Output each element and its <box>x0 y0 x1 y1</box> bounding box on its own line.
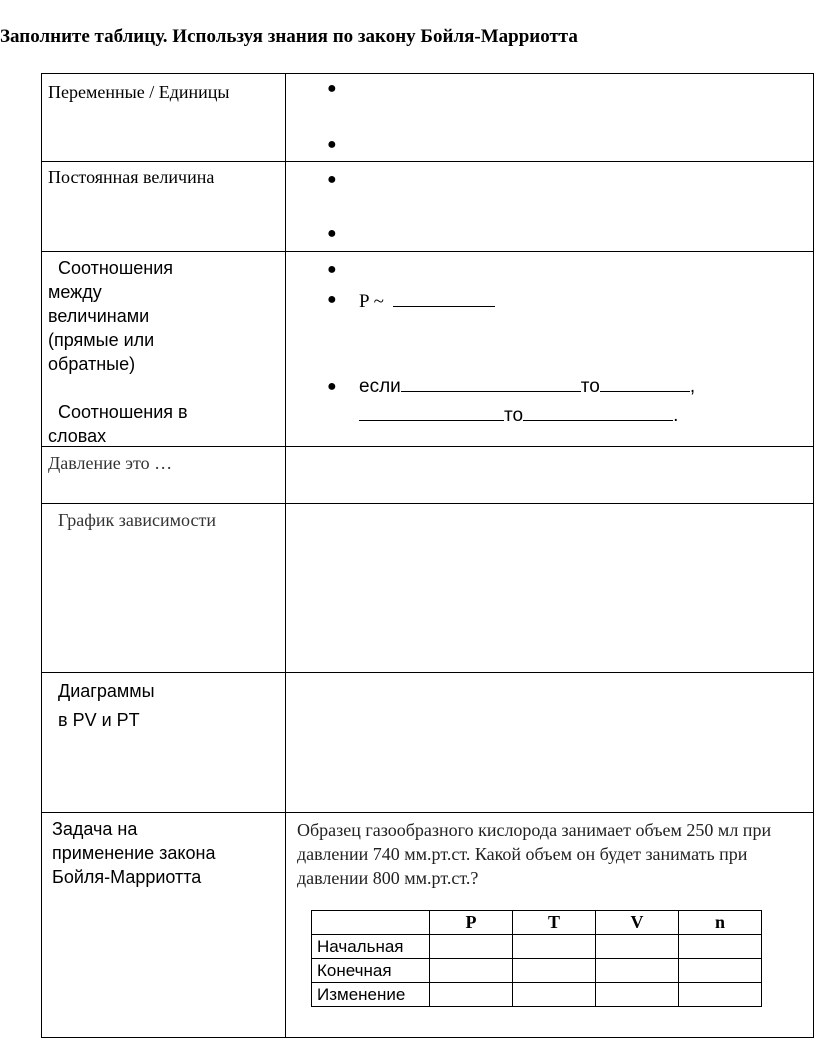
task-table <box>311 910 762 1007</box>
p-proportional-text: P ~ <box>359 291 384 312</box>
comma: , <box>689 376 696 397</box>
main-table <box>41 73 814 1038</box>
task-table-cell[interactable] <box>596 959 679 983</box>
task-table-header: P <box>430 911 513 935</box>
task-table-cell[interactable] <box>513 959 596 983</box>
task-table-cell[interactable] <box>679 983 762 1007</box>
task-table-row <box>312 983 762 1007</box>
bullet: ● <box>327 136 337 153</box>
task-table-header <box>312 911 430 935</box>
task-label <box>52 817 215 889</box>
task-table-row-label: Конечная <box>312 959 430 983</box>
row-pressure <box>42 446 813 503</box>
relations-label-line: (прямые или <box>48 330 155 350</box>
row-variables <box>42 74 813 161</box>
task-label-line: Задача на <box>52 819 138 839</box>
task-table-cell[interactable] <box>679 935 762 959</box>
then-text-2: то <box>504 405 524 426</box>
constant-label: Постоянная величина <box>48 167 215 187</box>
row-relations <box>42 251 813 446</box>
task-table-cell[interactable] <box>430 935 513 959</box>
task-text: Образец газообразного кислорода занимает объем 250 мл при давлении 740 мм.рт.ст. Какой объем он будет занимать при давлении 800 мм.рт.ст.? <box>297 820 772 888</box>
relations-label <box>48 256 218 448</box>
blank-field <box>401 373 581 392</box>
task-table-header: V <box>596 911 679 935</box>
then-line <box>359 402 678 427</box>
task-table-header: T <box>513 911 596 935</box>
task-table-row-label: Изменение <box>312 983 430 1007</box>
task-table-row <box>312 959 762 983</box>
blank-field <box>600 373 690 392</box>
bullet: ● <box>327 291 337 308</box>
row-graph <box>42 503 813 672</box>
blank-field <box>393 288 495 307</box>
task-table-cell[interactable] <box>513 935 596 959</box>
task-table-cell[interactable] <box>596 983 679 1007</box>
pressure-label: Давление это … <box>48 453 173 473</box>
task-label-line: Бойля-Марриотта <box>52 867 202 887</box>
task-table-cell[interactable] <box>513 983 596 1007</box>
task-table-cell[interactable] <box>430 959 513 983</box>
relations-label-line: между <box>48 282 102 302</box>
bullet: ● <box>327 171 337 188</box>
relations-label2-line: Соотношения в <box>58 402 188 422</box>
task-table-header: n <box>679 911 762 935</box>
graph-label: График зависимости <box>58 510 216 530</box>
blank-field <box>523 402 673 421</box>
row-diagrams <box>42 672 813 812</box>
task-table-row-label: Начальная <box>312 935 430 959</box>
relations-label-line: обратные) <box>48 354 136 374</box>
proportionality-line <box>359 288 495 313</box>
if-text: если <box>359 376 401 397</box>
bullet: ● <box>327 378 337 395</box>
relations-label-line: Соотношения <box>58 258 174 278</box>
diagrams-label-line: в PV и PT <box>58 710 140 730</box>
task-table-cell[interactable] <box>430 983 513 1007</box>
task-table-cell[interactable] <box>679 959 762 983</box>
row-constant <box>42 161 813 251</box>
bullet: ● <box>327 225 337 242</box>
diagrams-label <box>58 679 155 732</box>
then-text: то <box>580 376 600 397</box>
period: . <box>673 405 679 426</box>
relations-label2-line: словах <box>48 426 107 446</box>
task-label-line: применение закона <box>52 843 216 863</box>
if-then-line <box>359 373 695 398</box>
task-table-cell[interactable] <box>596 935 679 959</box>
variables-label: Переменные / Единицы <box>48 82 230 102</box>
relations-label-line: величинами <box>48 306 150 326</box>
blank-field <box>359 402 504 421</box>
bullet: ● <box>327 261 337 278</box>
diagrams-label-line: Диаграммы <box>58 681 155 701</box>
task-table-row <box>312 935 762 959</box>
page-title: Заполните таблицу. Используя знания по закону Бойля-Марриотта <box>0 26 578 47</box>
task-table-header-row <box>312 911 762 935</box>
bullet: ● <box>327 80 337 97</box>
